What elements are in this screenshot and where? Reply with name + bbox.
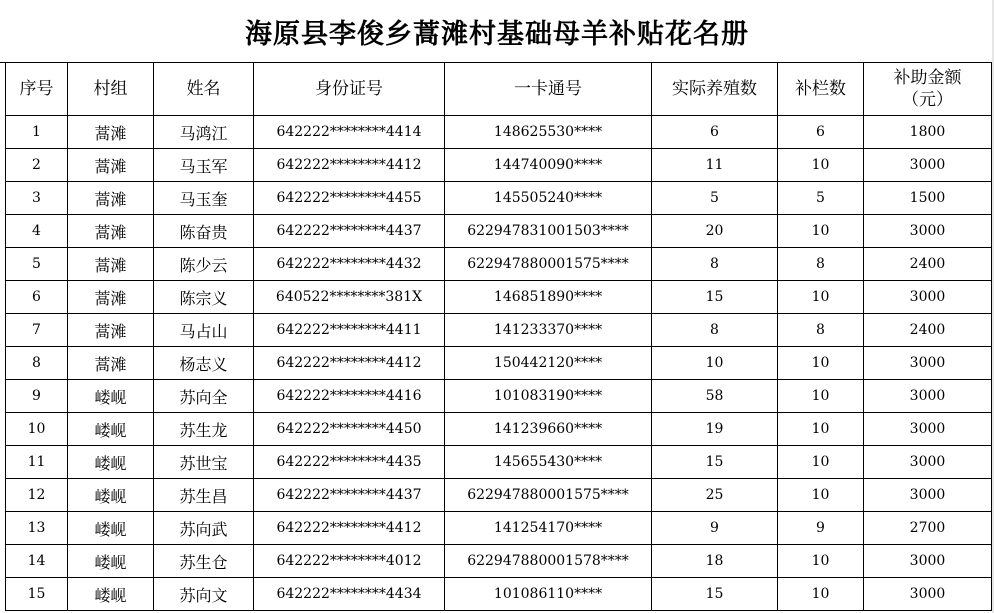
cell-name[interactable]: 陈宗义 <box>154 281 254 314</box>
cell-name[interactable]: 苏生龙 <box>154 413 254 446</box>
cell-group[interactable]: 蒿滩 <box>68 149 154 182</box>
cell-restock[interactable]: 10 <box>778 578 864 611</box>
cell-no[interactable]: 15 <box>6 578 68 611</box>
cell-no[interactable]: 13 <box>6 512 68 545</box>
header-cell-restock[interactable]: 补栏数 <box>778 63 864 116</box>
cell-card[interactable]: 145655430**** <box>445 446 652 479</box>
cell-card[interactable]: 148625530**** <box>445 116 652 149</box>
cell-amount[interactable]: 3000 <box>864 347 992 380</box>
cell-raised[interactable]: 10 <box>652 347 778 380</box>
cell-restock[interactable]: 5 <box>778 182 864 215</box>
cell-card[interactable]: 144740090**** <box>445 149 652 182</box>
cell-amount[interactable]: 3000 <box>864 578 992 611</box>
cell-group[interactable]: 蒿滩 <box>68 248 154 281</box>
cell-id[interactable]: 640522********381X <box>254 281 445 314</box>
cell-card[interactable]: 150442120**** <box>445 347 652 380</box>
cell-group[interactable]: 蒿滩 <box>68 215 154 248</box>
header-amount-line2: （元） <box>902 90 953 110</box>
cell-card[interactable]: 101086110**** <box>445 578 652 611</box>
cell-card[interactable]: 622947880001575**** <box>445 479 652 512</box>
cell-restock[interactable]: 10 <box>778 347 864 380</box>
cell-id[interactable]: 642222********4437 <box>254 479 445 512</box>
cell-card[interactable]: 141239660**** <box>445 413 652 446</box>
cell-raised[interactable]: 15 <box>652 578 778 611</box>
cell-restock[interactable]: 10 <box>778 281 864 314</box>
cell-group[interactable]: 蒿滩 <box>68 314 154 347</box>
cell-card[interactable]: 101083190**** <box>445 380 652 413</box>
header-amount-line1: 补助金额 <box>893 68 962 88</box>
header-row <box>6 63 992 116</box>
table-row <box>6 479 992 512</box>
table-row <box>6 116 992 149</box>
cell-raised[interactable]: 15 <box>652 446 778 479</box>
table-row <box>6 248 992 281</box>
cell-amount[interactable]: 1800 <box>864 116 992 149</box>
cell-restock[interactable]: 10 <box>778 545 864 578</box>
cell-amount[interactable]: 3000 <box>864 380 992 413</box>
cell-restock[interactable]: 10 <box>778 380 864 413</box>
cell-raised[interactable]: 8 <box>652 248 778 281</box>
page-title: 海原县李俊乡蒿滩村基础母羊补贴花名册 <box>245 18 749 50</box>
cell-name[interactable]: 杨志义 <box>154 347 254 380</box>
cell-restock[interactable]: 10 <box>778 413 864 446</box>
cell-restock[interactable]: 10 <box>778 149 864 182</box>
cell-name[interactable]: 苏向武 <box>154 512 254 545</box>
header-cell-card[interactable]: 一卡通号 <box>445 63 652 116</box>
cell-card[interactable]: 622947880001578**** <box>445 545 652 578</box>
table-row <box>6 446 992 479</box>
cell-card[interactable]: 622947831001503**** <box>445 215 652 248</box>
table-row <box>6 215 992 248</box>
cell-name[interactable]: 陈奋贵 <box>154 215 254 248</box>
cell-group[interactable]: 嵝岘 <box>68 413 154 446</box>
cell-name[interactable]: 苏生昌 <box>154 479 254 512</box>
cell-restock[interactable]: 8 <box>778 314 864 347</box>
header-cell-amount[interactable] <box>864 63 992 116</box>
cell-name[interactable]: 马占山 <box>154 314 254 347</box>
cell-id[interactable]: 642222********4012 <box>254 545 445 578</box>
table-row <box>6 149 992 182</box>
cell-restock[interactable]: 10 <box>778 215 864 248</box>
cell-id[interactable]: 642222********4414 <box>254 116 445 149</box>
cell-id[interactable]: 642222********4434 <box>254 578 445 611</box>
cell-id[interactable]: 642222********4412 <box>254 347 445 380</box>
cell-card[interactable]: 141233370**** <box>445 314 652 347</box>
cell-name[interactable]: 苏世宝 <box>154 446 254 479</box>
cell-raised[interactable]: 6 <box>652 116 778 149</box>
cell-group[interactable]: 嵝岘 <box>68 479 154 512</box>
cell-restock[interactable]: 10 <box>778 479 864 512</box>
cell-no[interactable]: 9 <box>6 380 68 413</box>
cell-amount[interactable]: 3000 <box>864 479 992 512</box>
cell-id[interactable]: 642222********4411 <box>254 314 445 347</box>
cell-raised[interactable]: 19 <box>652 413 778 446</box>
cell-amount[interactable]: 3000 <box>864 446 992 479</box>
cell-group[interactable]: 嵝岘 <box>68 446 154 479</box>
cell-restock[interactable]: 9 <box>778 512 864 545</box>
cell-name[interactable]: 陈少云 <box>154 248 254 281</box>
cell-id[interactable]: 642222********4416 <box>254 380 445 413</box>
header-cell-id[interactable]: 身份证号 <box>254 63 445 116</box>
cell-amount[interactable]: 2700 <box>864 512 992 545</box>
cell-id[interactable]: 642222********4450 <box>254 413 445 446</box>
cell-amount[interactable]: 2400 <box>864 314 992 347</box>
roster-table <box>5 62 992 611</box>
cell-name[interactable]: 苏向文 <box>154 578 254 611</box>
cell-id[interactable]: 642222********4437 <box>254 215 445 248</box>
cell-id[interactable]: 642222********4432 <box>254 248 445 281</box>
cell-group[interactable]: 嵝岘 <box>68 545 154 578</box>
title-cell[interactable] <box>0 0 994 63</box>
header-cell-group[interactable]: 村组 <box>68 63 154 116</box>
table-row <box>6 413 992 446</box>
cell-amount[interactable]: 3000 <box>864 215 992 248</box>
header-cell-name[interactable]: 姓名 <box>154 63 254 116</box>
cell-group[interactable]: 蒿滩 <box>68 182 154 215</box>
cell-no[interactable]: 12 <box>6 479 68 512</box>
cell-restock[interactable]: 10 <box>778 446 864 479</box>
table-row <box>6 545 992 578</box>
cell-no[interactable]: 1 <box>6 116 68 149</box>
cell-amount[interactable]: 2400 <box>864 248 992 281</box>
header-cell-raised[interactable]: 实际养殖数 <box>652 63 778 116</box>
table-row <box>6 314 992 347</box>
cell-raised[interactable]: 8 <box>652 314 778 347</box>
cell-group[interactable]: 嵝岘 <box>68 512 154 545</box>
cell-no[interactable]: 7 <box>6 314 68 347</box>
cell-group[interactable]: 蒿滩 <box>68 281 154 314</box>
cell-group[interactable]: 蒿滩 <box>68 116 154 149</box>
cell-name[interactable]: 马鸿江 <box>154 116 254 149</box>
cell-raised[interactable]: 15 <box>652 281 778 314</box>
cell-restock[interactable]: 6 <box>778 116 864 149</box>
cell-raised[interactable]: 9 <box>652 512 778 545</box>
header-cell-no[interactable]: 序号 <box>6 63 68 116</box>
cell-no[interactable]: 11 <box>6 446 68 479</box>
cell-no[interactable]: 10 <box>6 413 68 446</box>
cell-id[interactable]: 642222********4412 <box>254 512 445 545</box>
cell-card[interactable]: 622947880001575**** <box>445 248 652 281</box>
cell-name[interactable]: 苏生仓 <box>154 545 254 578</box>
cell-card[interactable]: 146851890**** <box>445 281 652 314</box>
cell-raised[interactable]: 18 <box>652 545 778 578</box>
cell-name[interactable]: 苏向全 <box>154 380 254 413</box>
table-row <box>6 380 992 413</box>
cell-amount[interactable]: 3000 <box>864 413 992 446</box>
cell-raised[interactable]: 11 <box>652 149 778 182</box>
cell-no[interactable]: 2 <box>6 149 68 182</box>
table-row <box>6 512 992 545</box>
cell-raised[interactable]: 25 <box>652 479 778 512</box>
table-body <box>6 116 992 611</box>
cell-no[interactable]: 14 <box>6 545 68 578</box>
cell-no[interactable]: 3 <box>6 182 68 215</box>
cell-amount[interactable]: 3000 <box>864 149 992 182</box>
table-row <box>6 182 992 215</box>
cell-raised[interactable]: 20 <box>652 215 778 248</box>
cell-id[interactable]: 642222********4435 <box>254 446 445 479</box>
cell-id[interactable]: 642222********4412 <box>254 149 445 182</box>
cell-amount[interactable]: 3000 <box>864 281 992 314</box>
table-row <box>6 578 992 611</box>
cell-amount[interactable]: 3000 <box>864 545 992 578</box>
cell-no[interactable]: 6 <box>6 281 68 314</box>
cell-no[interactable]: 8 <box>6 347 68 380</box>
cell-card[interactable]: 145505240**** <box>445 182 652 215</box>
cell-group[interactable]: 嵝岘 <box>68 578 154 611</box>
table-row <box>6 281 992 314</box>
cell-id[interactable]: 642222********4455 <box>254 182 445 215</box>
table-row <box>6 347 992 380</box>
cell-group[interactable]: 蒿滩 <box>68 347 154 380</box>
cell-card[interactable]: 141254170**** <box>445 512 652 545</box>
cell-restock[interactable]: 8 <box>778 248 864 281</box>
cell-group[interactable]: 嵝岘 <box>68 380 154 413</box>
cell-name[interactable]: 马玉军 <box>154 149 254 182</box>
cell-raised[interactable]: 58 <box>652 380 778 413</box>
cell-no[interactable]: 4 <box>6 215 68 248</box>
cell-name[interactable]: 马玉奎 <box>154 182 254 215</box>
cell-raised[interactable]: 5 <box>652 182 778 215</box>
cell-no[interactable]: 5 <box>6 248 68 281</box>
cell-amount[interactable]: 1500 <box>864 182 992 215</box>
